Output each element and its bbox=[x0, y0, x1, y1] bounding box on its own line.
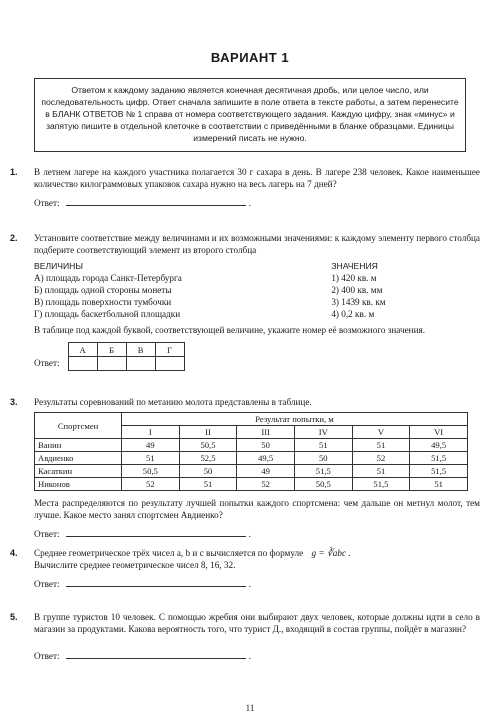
task-text: Установите соответствие между величинами и их возможными значениями: к каждому элементу первого столбца подберите соответствующий элемент из второго столбца bbox=[34, 233, 480, 255]
quantity-item: Б) площадь одной стороны монеты bbox=[34, 285, 172, 295]
value-item: 2) 400 кв. мм bbox=[331, 285, 383, 295]
grid-answer-cell[interactable] bbox=[97, 357, 126, 371]
task-4 bbox=[10, 547, 480, 590]
answer-label: Ответ: bbox=[34, 579, 60, 589]
answer-row: Ответ: . bbox=[34, 651, 251, 661]
grid-letter: Г bbox=[155, 343, 184, 357]
answer-row: Ответ: . bbox=[34, 529, 251, 539]
answer-field[interactable] bbox=[66, 649, 246, 659]
answer-label: Ответ: bbox=[34, 198, 60, 208]
column-head-values: ЗНАЧЕНИЯ bbox=[331, 261, 378, 271]
table-row: Ванин 49 50,5 50 51 51 49,5 bbox=[35, 439, 468, 452]
task-1 bbox=[10, 166, 480, 209]
task-number: 3. bbox=[10, 397, 18, 407]
answer-row bbox=[34, 342, 480, 371]
task-2 bbox=[10, 232, 480, 371]
grid-answer-cell[interactable] bbox=[155, 357, 184, 371]
table-row: Никонов 52 51 52 50,5 51,5 51 bbox=[35, 478, 468, 491]
task-note: В таблице под каждой буквой, соответствующей величине, укажите номер её возможного значения. bbox=[34, 325, 426, 335]
grid-letter: Б bbox=[97, 343, 126, 357]
task-number: 5. bbox=[10, 612, 18, 622]
answer-grid bbox=[68, 342, 185, 371]
task-text: Среднее геометрическое трёх чисел a, b и c вычисляется по формуле bbox=[34, 548, 304, 558]
variant-title: ВАРИАНТ 1 bbox=[210, 50, 290, 65]
task-number: 4. bbox=[10, 548, 18, 558]
attempt-header: IV bbox=[294, 426, 352, 439]
task-3 bbox=[10, 396, 480, 540]
matching-columns bbox=[34, 260, 480, 320]
grid-answer-cell[interactable] bbox=[68, 357, 97, 371]
quantity-item: А) площадь города Санкт-Петербурга bbox=[34, 273, 182, 283]
answer-field[interactable] bbox=[66, 527, 246, 537]
quantity-item: В) площадь поверхности тумбочки bbox=[34, 297, 172, 307]
attempt-header: II bbox=[179, 426, 237, 439]
attempt-header: I bbox=[122, 426, 180, 439]
task-text: Результаты соревнований по метанию молота представлены в таблице. bbox=[34, 397, 312, 407]
column-head-quantities: ВЕЛИЧИНЫ bbox=[34, 261, 83, 271]
grid-letter: А bbox=[68, 343, 97, 357]
task-text: В летнем лагере на каждого участника полагается 30 г сахара в день. В лагере 238 человек. Какое наименьшее количество килограммовых упаковок сахара нужно на весь лагерь на 7 дней? bbox=[34, 167, 480, 189]
grid-answer-cell[interactable] bbox=[126, 357, 155, 371]
value-item: 4) 0,2 кв. м bbox=[331, 309, 375, 319]
answer-label: Ответ: bbox=[34, 358, 60, 368]
value-item: 1) 420 кв. м bbox=[331, 273, 377, 283]
task-number: 2. bbox=[10, 233, 18, 243]
formula: g = ∛abc . bbox=[311, 548, 351, 558]
task-text-2: Вычислите среднее геометрическое чисел 8, 16, 32. bbox=[34, 560, 236, 570]
grid-letter: В bbox=[126, 343, 155, 357]
value-item: 3) 1439 кв. км bbox=[331, 297, 386, 307]
task-number: 1. bbox=[10, 167, 18, 177]
page-number: 11 bbox=[245, 703, 255, 713]
table-row: Авдиенко 51 52,5 49,5 50 52 51,5 bbox=[35, 452, 468, 465]
task-question: Места распределяются по результату лучшей попытки каждого спортсмена: чем дальше он метнул молот, тем лучше. Какое место занял спортсмен Авдиенко? bbox=[34, 498, 480, 520]
answer-label: Ответ: bbox=[34, 651, 60, 661]
table-row: Касаткин 50,5 50 49 51,5 51 51,5 bbox=[35, 465, 468, 478]
quantity-item: Г) площадь баскетбольной площадки bbox=[34, 309, 181, 319]
attempt-header: VI bbox=[410, 426, 468, 439]
answer-row: Ответ: . bbox=[34, 579, 251, 589]
results-table bbox=[34, 412, 468, 491]
answer-field[interactable] bbox=[66, 577, 246, 587]
instructions-box: Ответом к каждому заданию является конечная десятичная дробь, или целое число, или последовательность цифр. Ответ сначала запишите в поле ответа в тексте работы, а затем перенесите в БЛАНК ОТВЕТОВ № 1 справа от номера соответствующего задания. Каждую цифру, знак «минус» и запятую пишите в отдельной клеточке в соответствии с приведёнными в бланке образцами. Единицы измерений писать не нужно. bbox=[34, 78, 466, 152]
header-result: Результат попытки, м bbox=[122, 413, 468, 426]
task-5 bbox=[10, 611, 480, 662]
answer-row: Ответ: . bbox=[34, 198, 251, 208]
attempt-header: III bbox=[237, 426, 295, 439]
answer-field[interactable] bbox=[66, 196, 246, 206]
header-athlete: Спортсмен bbox=[35, 413, 122, 439]
task-text: В группе туристов 10 человек. С помощью жребия они выбирают двух человек, которые должны идти в село в магазин за продуктами. Какова вероятность того, что турист Д., входящий в состав группы, пойдёт в магазин? bbox=[34, 612, 480, 634]
attempt-header: V bbox=[352, 426, 410, 439]
answer-label: Ответ: bbox=[34, 529, 60, 539]
